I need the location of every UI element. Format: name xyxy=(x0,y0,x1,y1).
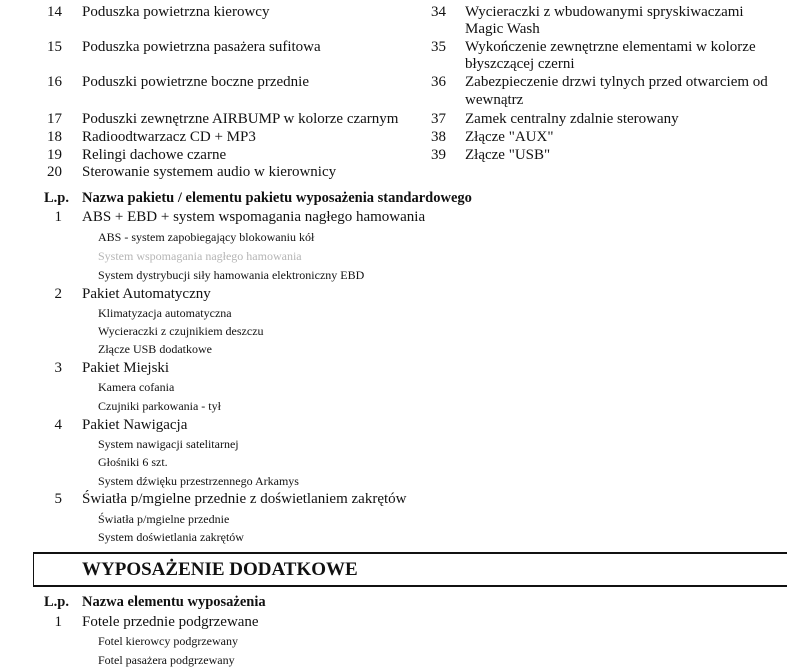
column-header-lp: L.p. xyxy=(44,190,69,206)
package-item: ABS - system zapobiegający blokowaniu kół xyxy=(98,230,315,244)
package-item: System dystrybucji siły hamowania elektroniczny EBD xyxy=(98,268,365,282)
package-item: Wycieraczki z czujnikiem deszczu xyxy=(98,324,264,338)
package-number: 1 xyxy=(54,209,62,225)
item-number: 36 xyxy=(431,74,446,90)
package-item: Czujniki parkowania - tył xyxy=(98,399,221,413)
section-header-box xyxy=(33,552,787,587)
item-number: 38 xyxy=(431,129,446,145)
package-item: Głośniki 6 szt. xyxy=(98,455,168,469)
package-number: 1 xyxy=(54,614,62,630)
item-number: 35 xyxy=(431,39,446,55)
package-number: 2 xyxy=(54,286,62,302)
item-text: Wykończenie zewnętrzne elementami w kolorze xyxy=(465,39,756,55)
package-item: System dźwięku przestrzennego Arkamys xyxy=(98,474,299,488)
column-header-name: Nazwa pakietu / elementu pakietu wyposażenia standardowego xyxy=(82,190,472,206)
item-text: Zabezpieczenie drzwi tylnych przed otwarciem od xyxy=(465,74,768,90)
item-number: 19 xyxy=(47,147,62,163)
item-text: Zamek centralny zdalnie sterowany xyxy=(465,111,679,127)
item-text: Poduszki powietrzne boczne przednie xyxy=(82,74,309,90)
package-number: 5 xyxy=(54,491,62,507)
package-item: Złącze USB dodatkowe xyxy=(98,342,212,356)
package-name: Pakiet Automatyczny xyxy=(82,286,211,302)
item-number: 16 xyxy=(47,74,62,90)
package-name: Pakiet Miejski xyxy=(82,360,170,376)
package-name: Światła p/mgielne przednie z doświetlaniem zakrętów xyxy=(82,491,407,507)
item-text: Sterowanie systemem audio w kierownicy xyxy=(82,164,337,180)
package-name: Fotele przednie podgrzewane xyxy=(82,614,259,630)
package-item: Fotel kierowcy podgrzewany xyxy=(98,634,238,648)
item-number: 18 xyxy=(47,129,62,145)
item-text: Złącze "USB" xyxy=(465,147,551,163)
package-item: System nawigacji satelitarnej xyxy=(98,437,239,451)
item-text-continued: błyszczącej czerni xyxy=(465,56,575,72)
package-item: Fotel pasażera podgrzewany xyxy=(98,653,235,667)
package-name: ABS + EBD + system wspomagania nagłego hamowania xyxy=(82,209,426,225)
item-number: 34 xyxy=(431,4,446,20)
package-item: System wspomagania nagłego hamowania xyxy=(98,249,302,263)
package-item: Klimatyzacja automatyczna xyxy=(98,306,232,320)
package-item: Kamera cofania xyxy=(98,380,175,394)
package-item: System doświetlania zakrętów xyxy=(98,530,244,544)
item-text: Poduszka powietrzna kierowcy xyxy=(82,4,270,20)
item-number: 20 xyxy=(47,164,62,180)
item-text-continued: Magic Wash xyxy=(465,21,540,37)
package-item: Światła p/mgielne przednie xyxy=(98,512,230,526)
item-text: Relingi dachowe czarne xyxy=(82,147,227,163)
item-number: 39 xyxy=(431,147,446,163)
package-name: Pakiet Nawigacja xyxy=(82,417,188,433)
item-text: Radioodtwarzacz CD + MP3 xyxy=(82,129,256,145)
item-number: 37 xyxy=(431,111,446,127)
package-number: 3 xyxy=(54,360,62,376)
item-text: Poduszka powietrzna pasażera sufitowa xyxy=(82,39,321,55)
section-title: WYPOSAŻENIE DODATKOWE xyxy=(82,559,358,580)
column-header-lp: L.p. xyxy=(44,594,69,610)
package-number: 4 xyxy=(54,417,62,433)
item-text: Wycieraczki z wbudowanymi spryskiwaczami xyxy=(465,4,744,20)
item-text: Poduszki zewnętrzne AIRBUMP w kolorze czarnym xyxy=(82,111,399,127)
item-number: 15 xyxy=(47,39,62,55)
item-text: Złącze "AUX" xyxy=(465,129,554,145)
item-text-continued: wewnątrz xyxy=(465,92,524,108)
item-number: 14 xyxy=(47,4,62,20)
item-number: 17 xyxy=(47,111,62,127)
column-header-name: Nazwa elementu wyposażenia xyxy=(82,594,266,610)
